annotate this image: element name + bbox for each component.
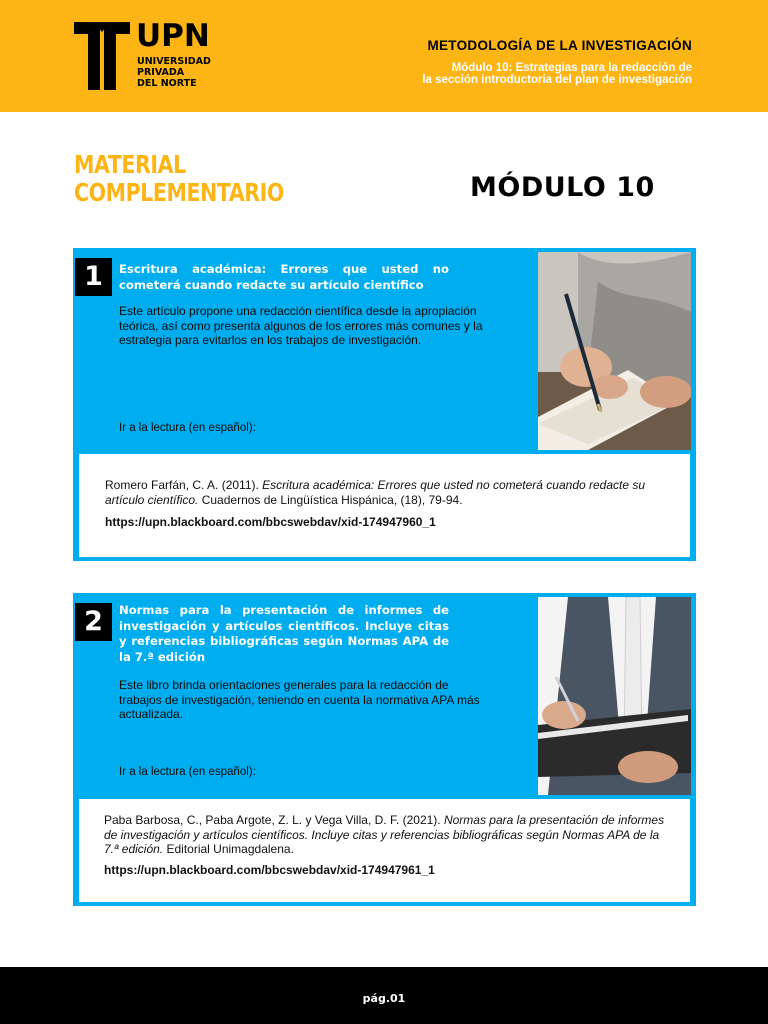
resource-card (73, 248, 696, 561)
upn-logo (74, 18, 214, 92)
page-header (0, 0, 768, 112)
resource-title: Normas para la presentación de informes de investigación y artículos científicos. Incluye citas y referencias bibliográficas según Normas APA de la 7.ª edición (119, 603, 449, 664)
resource-description: Este libro brinda orientaciones generales para la redacción de trabajos de investigación, teniendo en cuenta la normativa APA más actualizada. (119, 678, 480, 721)
page-footer (0, 967, 768, 1024)
clipboard-photo (538, 597, 691, 795)
module-subtitle: Módulo 10: Estrategias para la redacción de la sección introductoria del plan de investigación (422, 62, 692, 86)
man-with-clipboard-image-icon (538, 597, 691, 795)
course-title: METODOLOGÍA DE LA INVESTIGACIÓN (427, 38, 692, 53)
resource-card (73, 593, 696, 906)
resource-number-badge: 1 (75, 258, 112, 296)
reading-link[interactable]: https://upn.blackboard.com/bbcswebdav/xid-174947961_1 (104, 863, 435, 877)
person-writing-image-icon (538, 252, 691, 450)
resource-title: Escritura académica: Errores que usted no cometerá cuando redacte su artículo científico (119, 262, 449, 292)
page-number: pág.01 (362, 992, 406, 1005)
reference-citation: Romero Farfán, C. A. (2011). Escritura académica: Errores que usted no cometerá cuando redacte su artículo científico. Cuadernos de Lingüística Hispánica, (18), 79-94. (105, 478, 646, 507)
reference-citation: Paba Barbosa, C., Paba Argote, Z. L. y Vega Villa, D. F. (2021). Normas para la presentación de informes de investigación y artículos científicos. Incluye citas y referencias bibliográficas según Normas APA de la 7.ª edición. Editorial Unimagdalena. (104, 813, 665, 857)
reading-link-label: Ir a la lectura (en español): (119, 422, 256, 434)
reference-box (79, 454, 690, 557)
reference-box (79, 799, 690, 902)
resource-number-badge: 2 (75, 603, 112, 641)
resource-description: Este artículo propone una redacción científica desde la apropiación teórica, así como presenta algunos de los errores más comunes y la estrategia para evitarlos en los trabajos de investigación. (119, 304, 483, 347)
writing-photo (538, 252, 691, 450)
reading-link-label: Ir a la lectura (en español): (119, 766, 256, 778)
section-title: MATERIAL COMPLEMENTARIO (74, 150, 284, 207)
module-label: MÓDULO 10 (470, 172, 655, 203)
upn-logo-icon (74, 22, 130, 90)
logo-wordmark: UPN (136, 18, 210, 54)
logo-university-name: UNIVERSIDAD PRIVADA DEL NORTE (137, 56, 211, 89)
reading-link[interactable]: https://upn.blackboard.com/bbcswebdav/xid-174947960_1 (105, 515, 436, 529)
